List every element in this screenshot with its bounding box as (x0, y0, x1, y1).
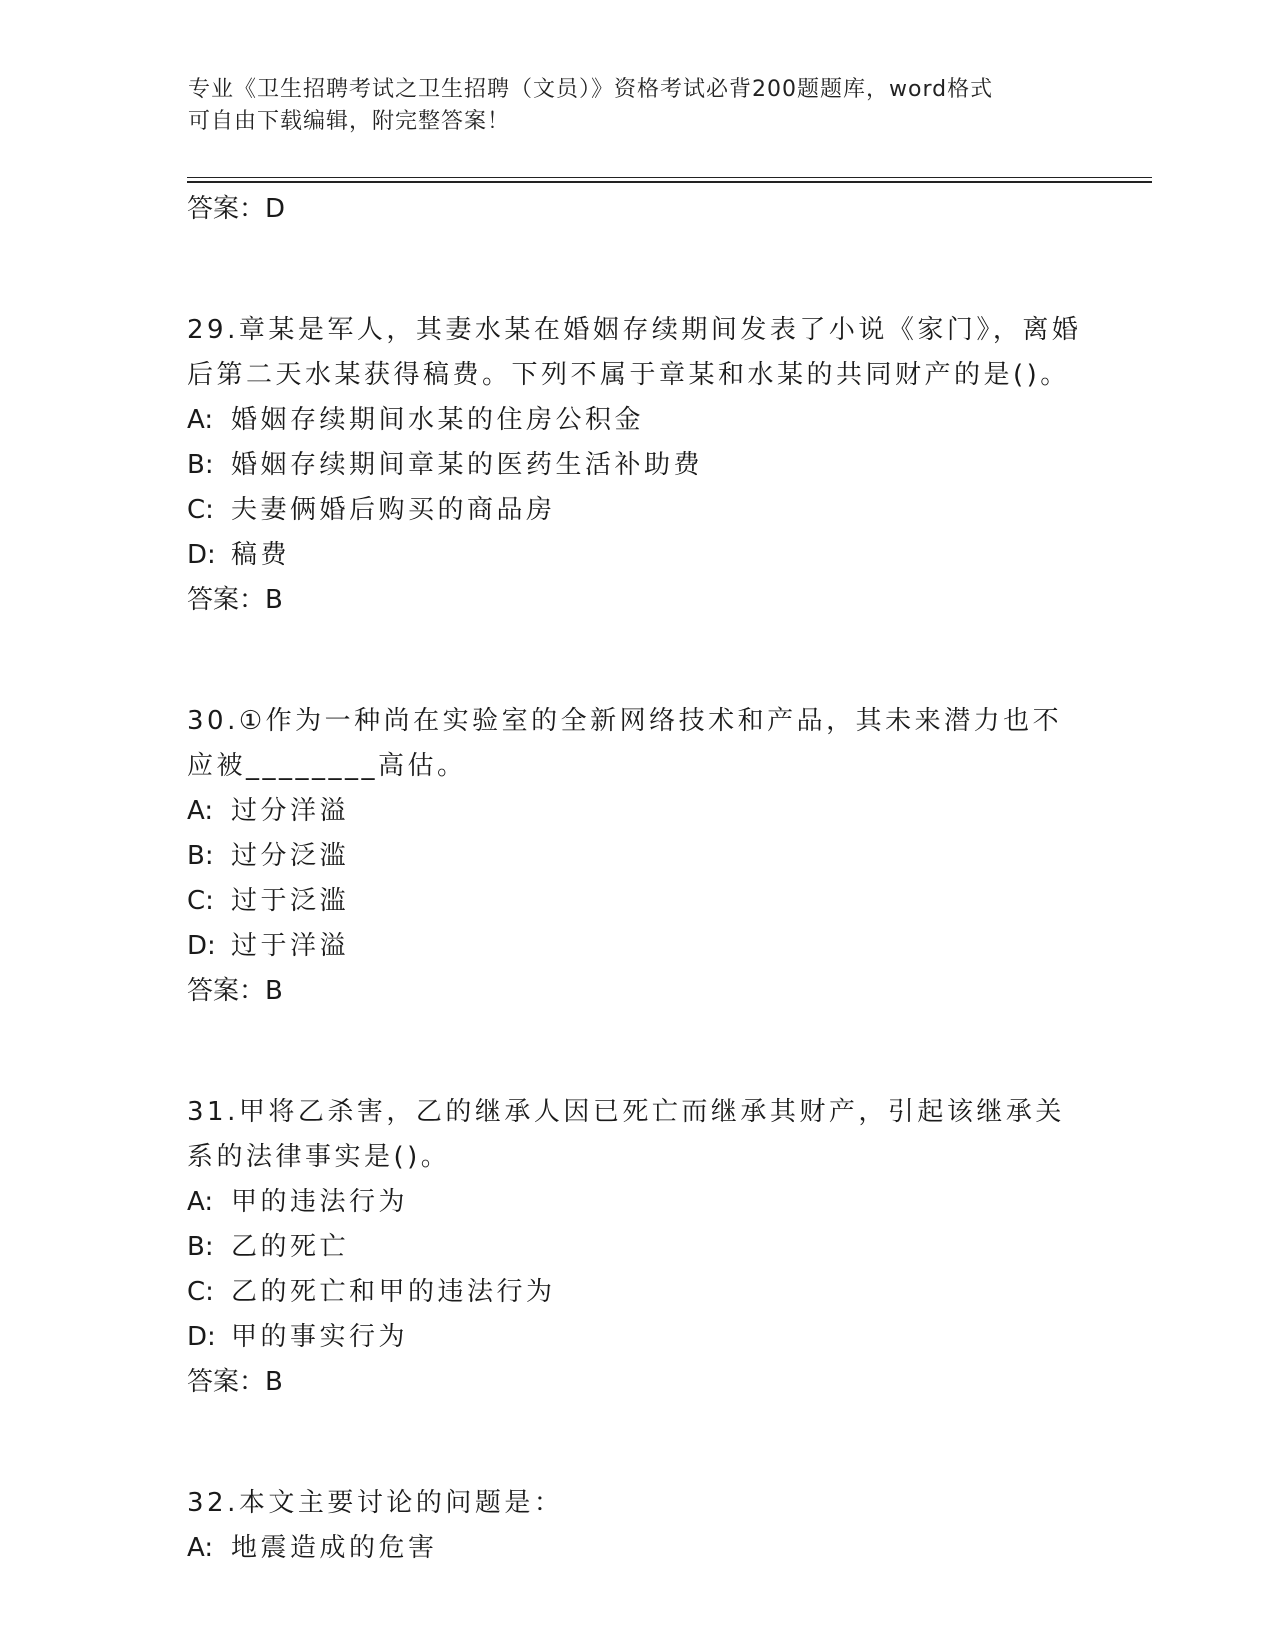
question-block-30 (187, 699, 1087, 1014)
answer-line: 答案：D (187, 194, 286, 224)
question-block-31 (187, 1090, 1087, 1405)
option-letter: A: (187, 405, 214, 435)
option-a (187, 1526, 1087, 1571)
option-b (187, 1225, 1087, 1270)
option-letter: B: (187, 450, 214, 480)
option-letter: C: (187, 1277, 214, 1307)
header-line-1: 专业《卫生招聘考试之卫生招聘（文员）》资格考试必背200题题库，word格式 (188, 77, 994, 102)
option-text: 地震造成的危害 (231, 1533, 438, 1563)
answer-line: 答案：B (187, 585, 283, 615)
option-text: 过于泛滥 (231, 886, 350, 916)
option-letter: B: (187, 841, 214, 871)
option-text: 婚姻存续期间水某的住房公积金 (231, 405, 645, 435)
option-letter: D: (187, 1322, 216, 1352)
option-text: 稿费 (231, 540, 291, 570)
option-text: 过分洋溢 (231, 796, 350, 826)
option-a (187, 789, 1087, 834)
option-a (187, 1180, 1087, 1225)
answer-line: 答案：B (187, 1367, 283, 1397)
option-text: 过分泛滥 (231, 841, 350, 871)
option-letter: D: (187, 931, 216, 961)
option-letter: C: (187, 886, 214, 916)
question-block-32 (187, 1481, 1087, 1571)
header-rule-thick (187, 181, 1152, 183)
option-text: 乙的死亡 (231, 1232, 350, 1262)
answer-line: 答案：B (187, 976, 283, 1006)
header-line-2: 可自由下载编辑，附完整答案！ (188, 109, 511, 134)
option-letter: B: (187, 1232, 214, 1262)
option-a (187, 398, 1087, 443)
option-letter: C: (187, 495, 214, 525)
question-stem: 30.①作为一种尚在实验室的全新网络技术和产品，其未来潜力也不应被________高估。 (187, 706, 1063, 781)
option-letter: A: (187, 1187, 214, 1217)
option-c (187, 1270, 1087, 1315)
question-stem: 31.甲将乙杀害，乙的继承人因已死亡而继承其财产，引起该继承关系的法律事实是()。 (187, 1097, 1065, 1172)
option-letter: A: (187, 796, 214, 826)
question-stem: 32.本文主要讨论的问题是： (187, 1488, 564, 1518)
option-text: 夫妻俩婚后购买的商品房 (231, 495, 556, 525)
option-text: 甲的事实行为 (231, 1322, 409, 1352)
question-block-29 (187, 308, 1087, 623)
option-d (187, 924, 1087, 969)
option-text: 过于洋溢 (231, 931, 350, 961)
option-letter: D: (187, 540, 216, 570)
option-b (187, 443, 1087, 488)
option-d (187, 1315, 1087, 1360)
option-text: 乙的死亡和甲的违法行为 (231, 1277, 556, 1307)
option-c (187, 488, 1087, 533)
document-header (188, 74, 1088, 138)
question-list (187, 187, 1087, 1571)
option-d (187, 533, 1087, 578)
option-text: 甲的违法行为 (231, 1187, 409, 1217)
option-letter: A: (187, 1533, 214, 1563)
option-b (187, 834, 1087, 879)
header-rule-thin (187, 177, 1152, 178)
option-c (187, 879, 1087, 924)
question-stem: 29.章某是军人，其妻水某在婚姻存续期间发表了小说《家门》，离婚后第二天水某获得稿费。下列不属于章某和水某的共同财产的是()。 (187, 315, 1082, 390)
option-text: 婚姻存续期间章某的医药生活补助费 (231, 450, 704, 480)
